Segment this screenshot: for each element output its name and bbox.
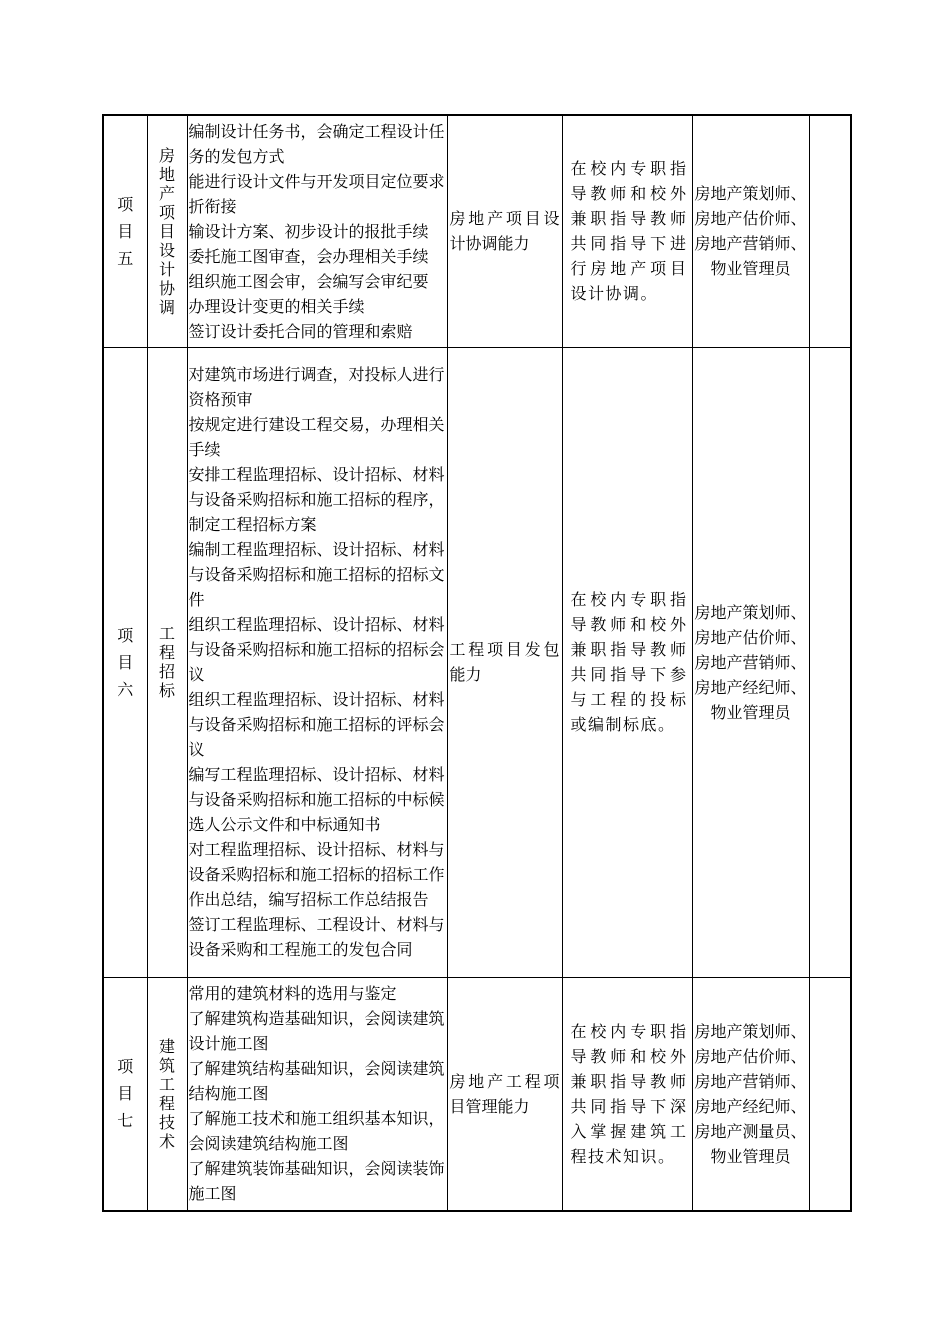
project-number — [103, 977, 147, 1211]
job-title: 房地产估价师、 — [694, 627, 807, 647]
job-titles-cell — [692, 347, 809, 977]
project-name-text: 建筑工程技术 — [158, 1036, 175, 1151]
task-item: 输设计方案、初步设计的报批手续 — [188, 221, 429, 241]
job-title: 物业管理员 — [710, 259, 791, 279]
job-title: 房地产策划师、 — [694, 602, 807, 622]
ability-text: 工程项目发包能力 — [449, 640, 560, 684]
job-title: 物业管理员 — [710, 1146, 791, 1166]
task-item: 了解建筑装饰基础知识，会阅读装饰施工图 — [188, 1159, 445, 1204]
project-name-text: 工程招标 — [158, 624, 175, 700]
guidance-cell — [562, 977, 692, 1211]
task-item: 编制工程监理招标、设计招标、材料与设备采购招标和施工招标的招标文件 — [188, 540, 445, 609]
job-titles-cell — [692, 977, 809, 1211]
task-item: 组织施工图会审，会编写会审纪要 — [188, 271, 429, 291]
task-item: 组织工程监理招标、设计招标、材料与设备采购招标和施工招标的评标会议 — [188, 690, 445, 759]
task-item: 能进行设计文件与开发项目定位要求折衔接 — [188, 171, 445, 216]
guidance-text: 在校内专职指导教师和校外兼职指导教师共同指导下深入掌握建筑工程技术知识。 — [570, 1021, 688, 1166]
project-name — [147, 115, 187, 347]
job-titles-cell — [692, 115, 809, 347]
ability-text: 房地产工程项目管理能力 — [449, 1071, 560, 1116]
task-list — [187, 347, 447, 977]
task-item: 了解建筑构造基础知识，会阅读建筑设计施工图 — [188, 1009, 445, 1054]
project-name-text: 房地产项目设计协调 — [158, 145, 175, 317]
project-number-text: 项目五 — [117, 194, 134, 268]
table-row — [103, 347, 851, 977]
empty-cell — [809, 115, 851, 347]
job-title: 房地产策划师、 — [694, 1021, 807, 1041]
task-item: 签订设计委托合同的管理和索赔 — [188, 321, 413, 341]
task-item: 签订工程监理标、工程设计、材料与设备采购和工程施工的发包合同 — [188, 915, 445, 959]
project-number-text: 项目七 — [117, 1057, 134, 1131]
task-item: 了解施工技术和施工组织基本知识，会阅读建筑结构施工图 — [188, 1109, 445, 1154]
table-row — [103, 977, 851, 1211]
task-item: 编制设计任务书，会确定工程设计任务的发包方式 — [188, 121, 445, 166]
guidance-text: 在校内专职指导教师和校外兼职指导教师共同指导下参与工程的投标或编制标底。 — [570, 590, 688, 734]
task-item: 办理设计变更的相关手续 — [188, 296, 365, 316]
table-row — [103, 115, 851, 347]
job-title: 物业管理员 — [710, 702, 791, 722]
job-title: 房地产经纪师、 — [694, 677, 807, 697]
project-number — [103, 347, 147, 977]
ability-text: 房地产项目设计协调能力 — [449, 209, 560, 254]
project-name — [147, 977, 187, 1211]
ability-cell — [447, 347, 562, 977]
project-number — [103, 115, 147, 347]
guidance-text: 在校内专职指导教师和校外兼职指导教师共同指导下进行房地产项目设计协调。 — [570, 159, 688, 304]
task-item: 了解建筑结构基础知识，会阅读建筑结构施工图 — [188, 1059, 445, 1104]
guidance-cell — [562, 115, 692, 347]
job-title: 房地产估价师、 — [694, 209, 807, 229]
task-item: 按规定进行建设工程交易，办理相关手续 — [188, 415, 445, 459]
job-title: 房地产策划师、 — [694, 184, 807, 204]
empty-cell — [809, 347, 851, 977]
task-item: 委托施工图审查，会办理相关手续 — [188, 246, 429, 266]
project-number-text: 项目六 — [117, 625, 134, 699]
project-table — [102, 114, 852, 1212]
task-item: 编写工程监理招标、设计招标、材料与设备采购招标和施工招标的中标候选人公示文件和中标通知书 — [188, 765, 445, 834]
job-title: 房地产营销师、 — [694, 652, 807, 672]
empty-cell — [809, 977, 851, 1211]
task-list — [187, 977, 447, 1211]
job-title: 房地产经纪师、 — [694, 1096, 807, 1116]
ability-cell — [447, 977, 562, 1211]
job-title: 房地产营销师、 — [694, 234, 807, 254]
task-item: 对建筑市场进行调查，对投标人进行资格预审 — [188, 365, 445, 409]
job-title: 房地产测量员、 — [694, 1121, 807, 1141]
task-item: 安排工程监理招标、设计招标、材料与设备采购招标和施工招标的程序，制定工程招标方案 — [188, 465, 445, 534]
job-title: 房地产营销师、 — [694, 1071, 807, 1091]
ability-cell — [447, 115, 562, 347]
job-title: 房地产估价师、 — [694, 1046, 807, 1066]
task-list — [187, 115, 447, 347]
project-name — [147, 347, 187, 977]
task-item: 对工程监理招标、设计招标、材料与设备采购招标和施工招标的招标工作作出总结，编写招标工作总结报告 — [188, 840, 445, 909]
guidance-cell — [562, 347, 692, 977]
task-item: 常用的建筑材料的选用与鉴定 — [188, 984, 397, 1004]
task-item: 组织工程监理招标、设计招标、材料与设备采购招标和施工招标的招标会议 — [188, 615, 445, 684]
